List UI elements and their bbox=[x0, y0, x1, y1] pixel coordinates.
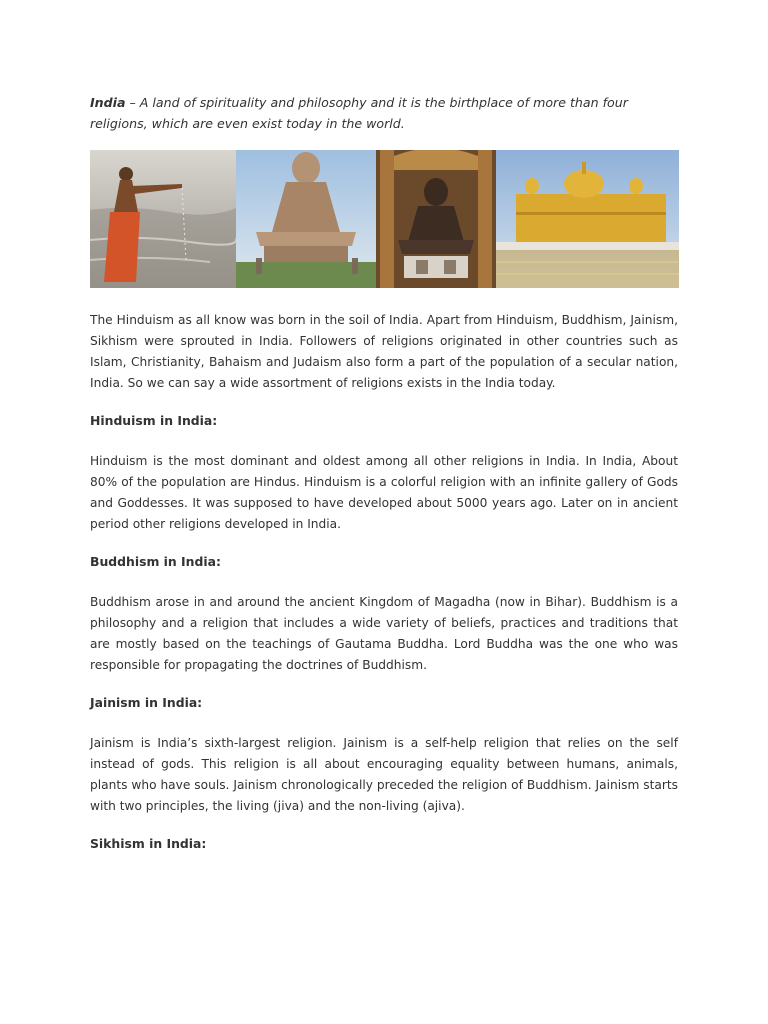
religions-banner bbox=[90, 150, 679, 288]
intro-text: – A land of spirituality and philosophy and it is the birthplace of more than four religions, which are even exist today in the world. bbox=[90, 95, 628, 131]
buddhism-paragraph: Buddhism arose in and around the ancient Kingdom of Magadha (now in Bihar). Buddhism is a philosophy and a religion that includes a wide variety of beliefs, practices and traditions that are mostly based on the teachings of Gautama Buddha. Lord Buddha was the one who was responsible for propagating the doctrines of Buddhism. bbox=[90, 595, 678, 672]
hinduism-paragraph: Hinduism is the most dominant and oldest among all other religions in India. In India, About 80% of the population are Hindus. Hinduism is a colorful religion with an infinite gallery of Gods and Goddesses. It was supposed to have developed about 5000 years ago. Later on in ancient period other religions developed in India. bbox=[90, 454, 678, 531]
jainism-heading: Jainism in India: bbox=[90, 695, 203, 710]
jain-idol-image bbox=[376, 150, 496, 288]
sikhism-heading: Sikhism in India: bbox=[90, 836, 207, 851]
sadhu-by-river-image bbox=[90, 150, 236, 288]
golden-temple-image bbox=[496, 150, 679, 288]
overview-paragraph: The Hinduism as all know was born in the soil of India. Apart from Hinduism, Buddhism, Jainism, Sikhism were sprouted in India. Followers of religions originated in other countries such as Islam, Christianity, Bahaism and Judaism also form a part of the population of a secular nation, India. So we can say a wide assortment of religions exists in the India today. bbox=[90, 313, 678, 390]
buddha-statue-image bbox=[236, 150, 376, 288]
intro-lead: India bbox=[90, 95, 126, 110]
buddhism-heading: Buddhism in India: bbox=[90, 554, 221, 569]
intro-paragraph bbox=[90, 92, 680, 134]
hinduism-heading: Hinduism in India: bbox=[90, 413, 218, 428]
jainism-paragraph: Jainism is India’s sixth-largest religion. Jainism is a self-help religion that relies on the self instead of gods. This religion is all about encouraging equality between humans, animals, plants who have souls. Jainism chronologically preceded the religion of Buddhism. Jainism starts with two principles, the living (jiva) and the non-living (ajiva). bbox=[90, 736, 678, 813]
